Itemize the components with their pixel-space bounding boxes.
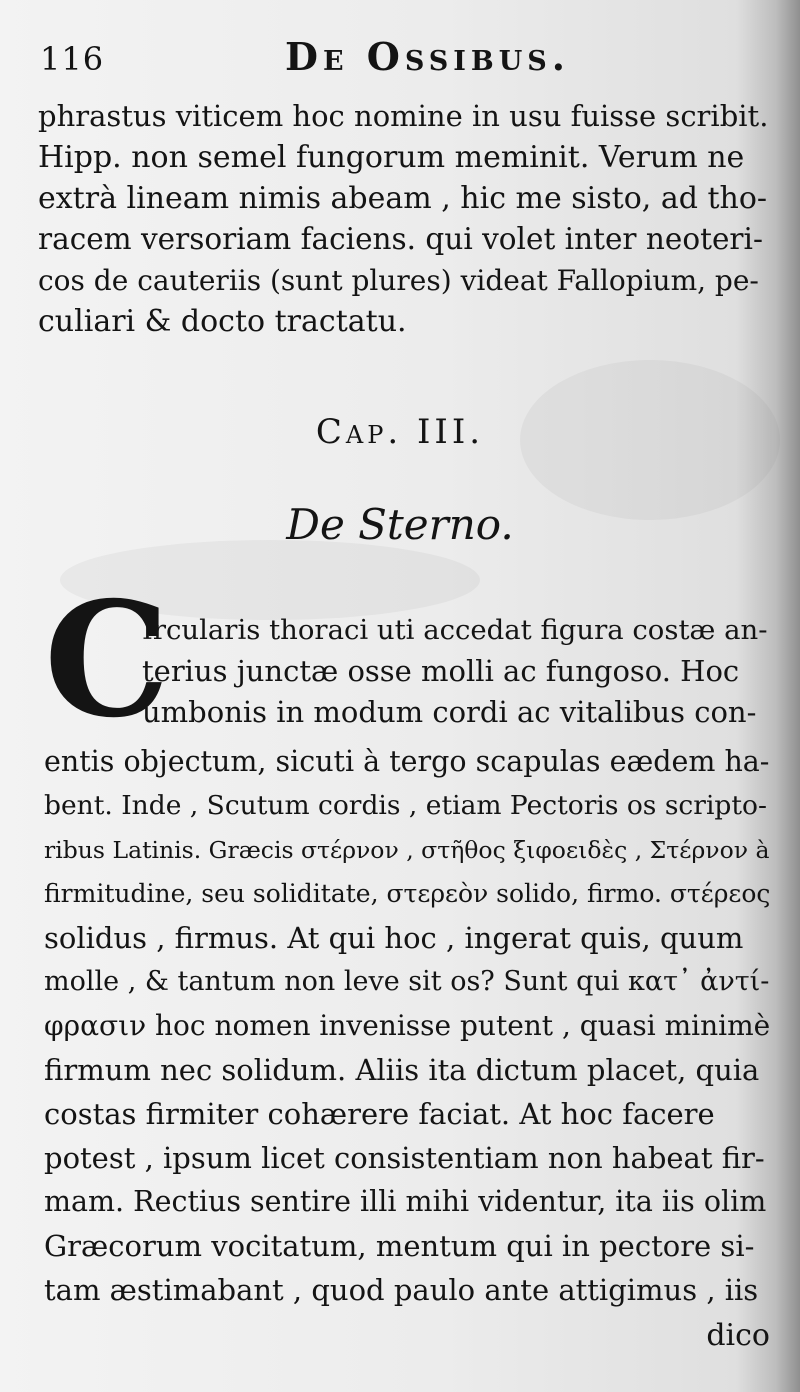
running-title: De Ossibus. bbox=[285, 34, 570, 79]
page-number: 116 bbox=[40, 40, 105, 78]
text-line: Ircularis thoraci uti accedat figura costæ an- bbox=[142, 614, 768, 646]
chapter-title: De Sterno. bbox=[286, 500, 514, 549]
text-line: molle , & tantum non leve sit os? Sunt qui κατ᾽ ἀντί- bbox=[44, 966, 770, 997]
text-line: solidus , firmus. At qui hoc , ingerat quis, quum bbox=[44, 921, 744, 955]
text-line: firmum nec solidum. Aliis ita dictum placet, quia bbox=[44, 1053, 760, 1087]
intro-paragraph bbox=[38, 96, 770, 342]
running-head bbox=[0, 30, 800, 78]
text-line: extrà lineam nimis abeam , hic me sisto, ad tho- bbox=[38, 181, 768, 216]
text-line: phrastus viticem hoc nomine in usu fuisse scribit. bbox=[38, 99, 769, 133]
text-line: tam æstimabant , quod paulo ante attigimus , iis bbox=[44, 1273, 759, 1307]
drop-cap-initial: C bbox=[44, 568, 170, 753]
text-line: terius junctæ osse molli ac fungoso. Hoc bbox=[142, 654, 740, 688]
text-line: mam. Rectius sentire illi mihi videntur, ita iis olim bbox=[44, 1185, 767, 1218]
text-line: potest , ipsum licet consistentiam non habeat fir- bbox=[44, 1141, 765, 1175]
text-line: Græcorum vocitatum, mentum qui in pectore si- bbox=[44, 1229, 755, 1263]
text-line: culiari & docto tractatu. bbox=[38, 304, 407, 339]
body-first-lines bbox=[142, 610, 770, 733]
text-line: φρασιν hoc nomen invenisse putent , quasi minimè bbox=[44, 1009, 771, 1042]
chapter-number: Cap. III. bbox=[315, 412, 485, 452]
text-line: costas firmiter cohærere faciat. At hoc facere bbox=[44, 1097, 715, 1131]
text-line: firmitudine, seu soliditate, στερεὸν solido, firmo. στέρεος bbox=[44, 879, 771, 908]
catchword: dico bbox=[706, 1318, 770, 1353]
text-line: cos de cauteriis (sunt plures) videat Fallopium, pe- bbox=[38, 264, 759, 297]
body-paragraph bbox=[44, 740, 774, 1312]
text-line: bent. Inde , Scutum cordis , etiam Pectoris os scripto- bbox=[44, 790, 767, 821]
text-line: ribus Latinis. Græcis στέρνον , στῆθος ξιφοειδὲς , Στέρνον à bbox=[44, 836, 770, 864]
text-line: racem versoriam faciens. qui volet inter neoteri- bbox=[38, 222, 763, 256]
text-line: entis objectum, sicuti à tergo scapulas eædem ha- bbox=[44, 745, 770, 778]
text-line: umbonis in modum cordi ac vitalibus con- bbox=[142, 695, 757, 729]
text-line: Hipp. non semel fungorum meminit. Verum ne bbox=[38, 140, 745, 175]
